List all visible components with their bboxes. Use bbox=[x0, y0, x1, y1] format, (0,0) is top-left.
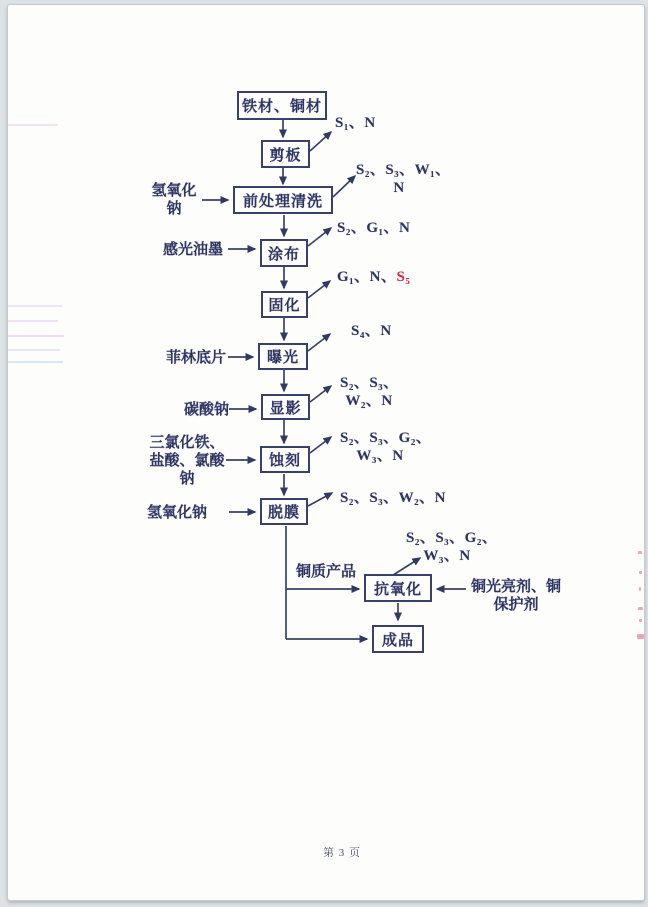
branch-label-copper-product: 铜质产品 bbox=[296, 564, 357, 580]
paper-sheet bbox=[7, 4, 645, 901]
node-expose: 曝光 bbox=[258, 343, 308, 370]
node-materials: 铁材、铜材 bbox=[237, 91, 327, 120]
node-etch: 蚀刻 bbox=[260, 446, 310, 473]
input-naoh2: 氢氧化钠 bbox=[147, 505, 208, 521]
input-etchant-line1: 三氯化铁、 bbox=[149, 435, 225, 451]
input-etchant-line3: 钠 bbox=[179, 471, 195, 487]
output-expose: S₄、N bbox=[351, 323, 392, 339]
node-shear: 剪板 bbox=[261, 140, 310, 168]
output-develop bbox=[340, 374, 398, 410]
output-etch-line1: S₂、S₃、G₂、 bbox=[340, 430, 432, 446]
input-film: 菲林底片 bbox=[166, 350, 227, 366]
input-soda: 碳酸钠 bbox=[184, 402, 230, 418]
node-product: 成品 bbox=[372, 625, 424, 653]
input-naoh1 bbox=[148, 182, 200, 218]
node-coat: 涂布 bbox=[260, 239, 308, 267]
output-antiox-line2: W₃、N bbox=[423, 548, 471, 564]
output-etch-line2: W₃、N bbox=[356, 448, 404, 464]
output-coat: S₂、G₁、N bbox=[337, 220, 411, 236]
input-etchant-line2: 盐酸、氯酸 bbox=[149, 453, 225, 469]
node-strip: 脱膜 bbox=[260, 498, 308, 525]
output-pretreat-line1: S₂、S₃、W₁、 bbox=[356, 162, 451, 178]
output-develop-line1: S₂、S₃、 bbox=[340, 375, 399, 391]
input-etchant bbox=[147, 434, 227, 488]
node-develop: 显影 bbox=[261, 394, 310, 420]
output-shear: S₁、N bbox=[335, 115, 376, 131]
output-antiox bbox=[406, 529, 498, 565]
output-antiox-line1: S₂、S₃、G₂、 bbox=[406, 530, 498, 546]
input-brightener bbox=[462, 578, 570, 614]
node-antiox: 抗氧化 bbox=[364, 574, 432, 602]
output-strip: S₂、S₃、W₂、N bbox=[340, 490, 447, 506]
input-naoh1-line2: 钠 bbox=[166, 201, 182, 217]
output-pretreat bbox=[356, 161, 451, 197]
input-naoh1-line1: 氢氧化 bbox=[151, 183, 197, 199]
output-etch bbox=[340, 429, 432, 465]
input-brightener-line1: 铜光亮剂、铜 bbox=[470, 579, 561, 595]
node-pretreat: 前处理清洗 bbox=[233, 186, 333, 214]
page-number: 第 3 页 bbox=[323, 847, 361, 859]
output-develop-line2: W₂、N bbox=[345, 393, 393, 409]
output-pretreat-line2: N bbox=[393, 180, 405, 196]
input-brightener-line2: 保护剂 bbox=[493, 597, 539, 613]
input-ink: 感光油墨 bbox=[163, 242, 224, 258]
output-cure bbox=[337, 268, 410, 286]
output-cure-black: G₁、N、 bbox=[337, 269, 397, 285]
output-cure-red: S₅ bbox=[396, 269, 411, 285]
node-cure: 固化 bbox=[261, 291, 308, 318]
